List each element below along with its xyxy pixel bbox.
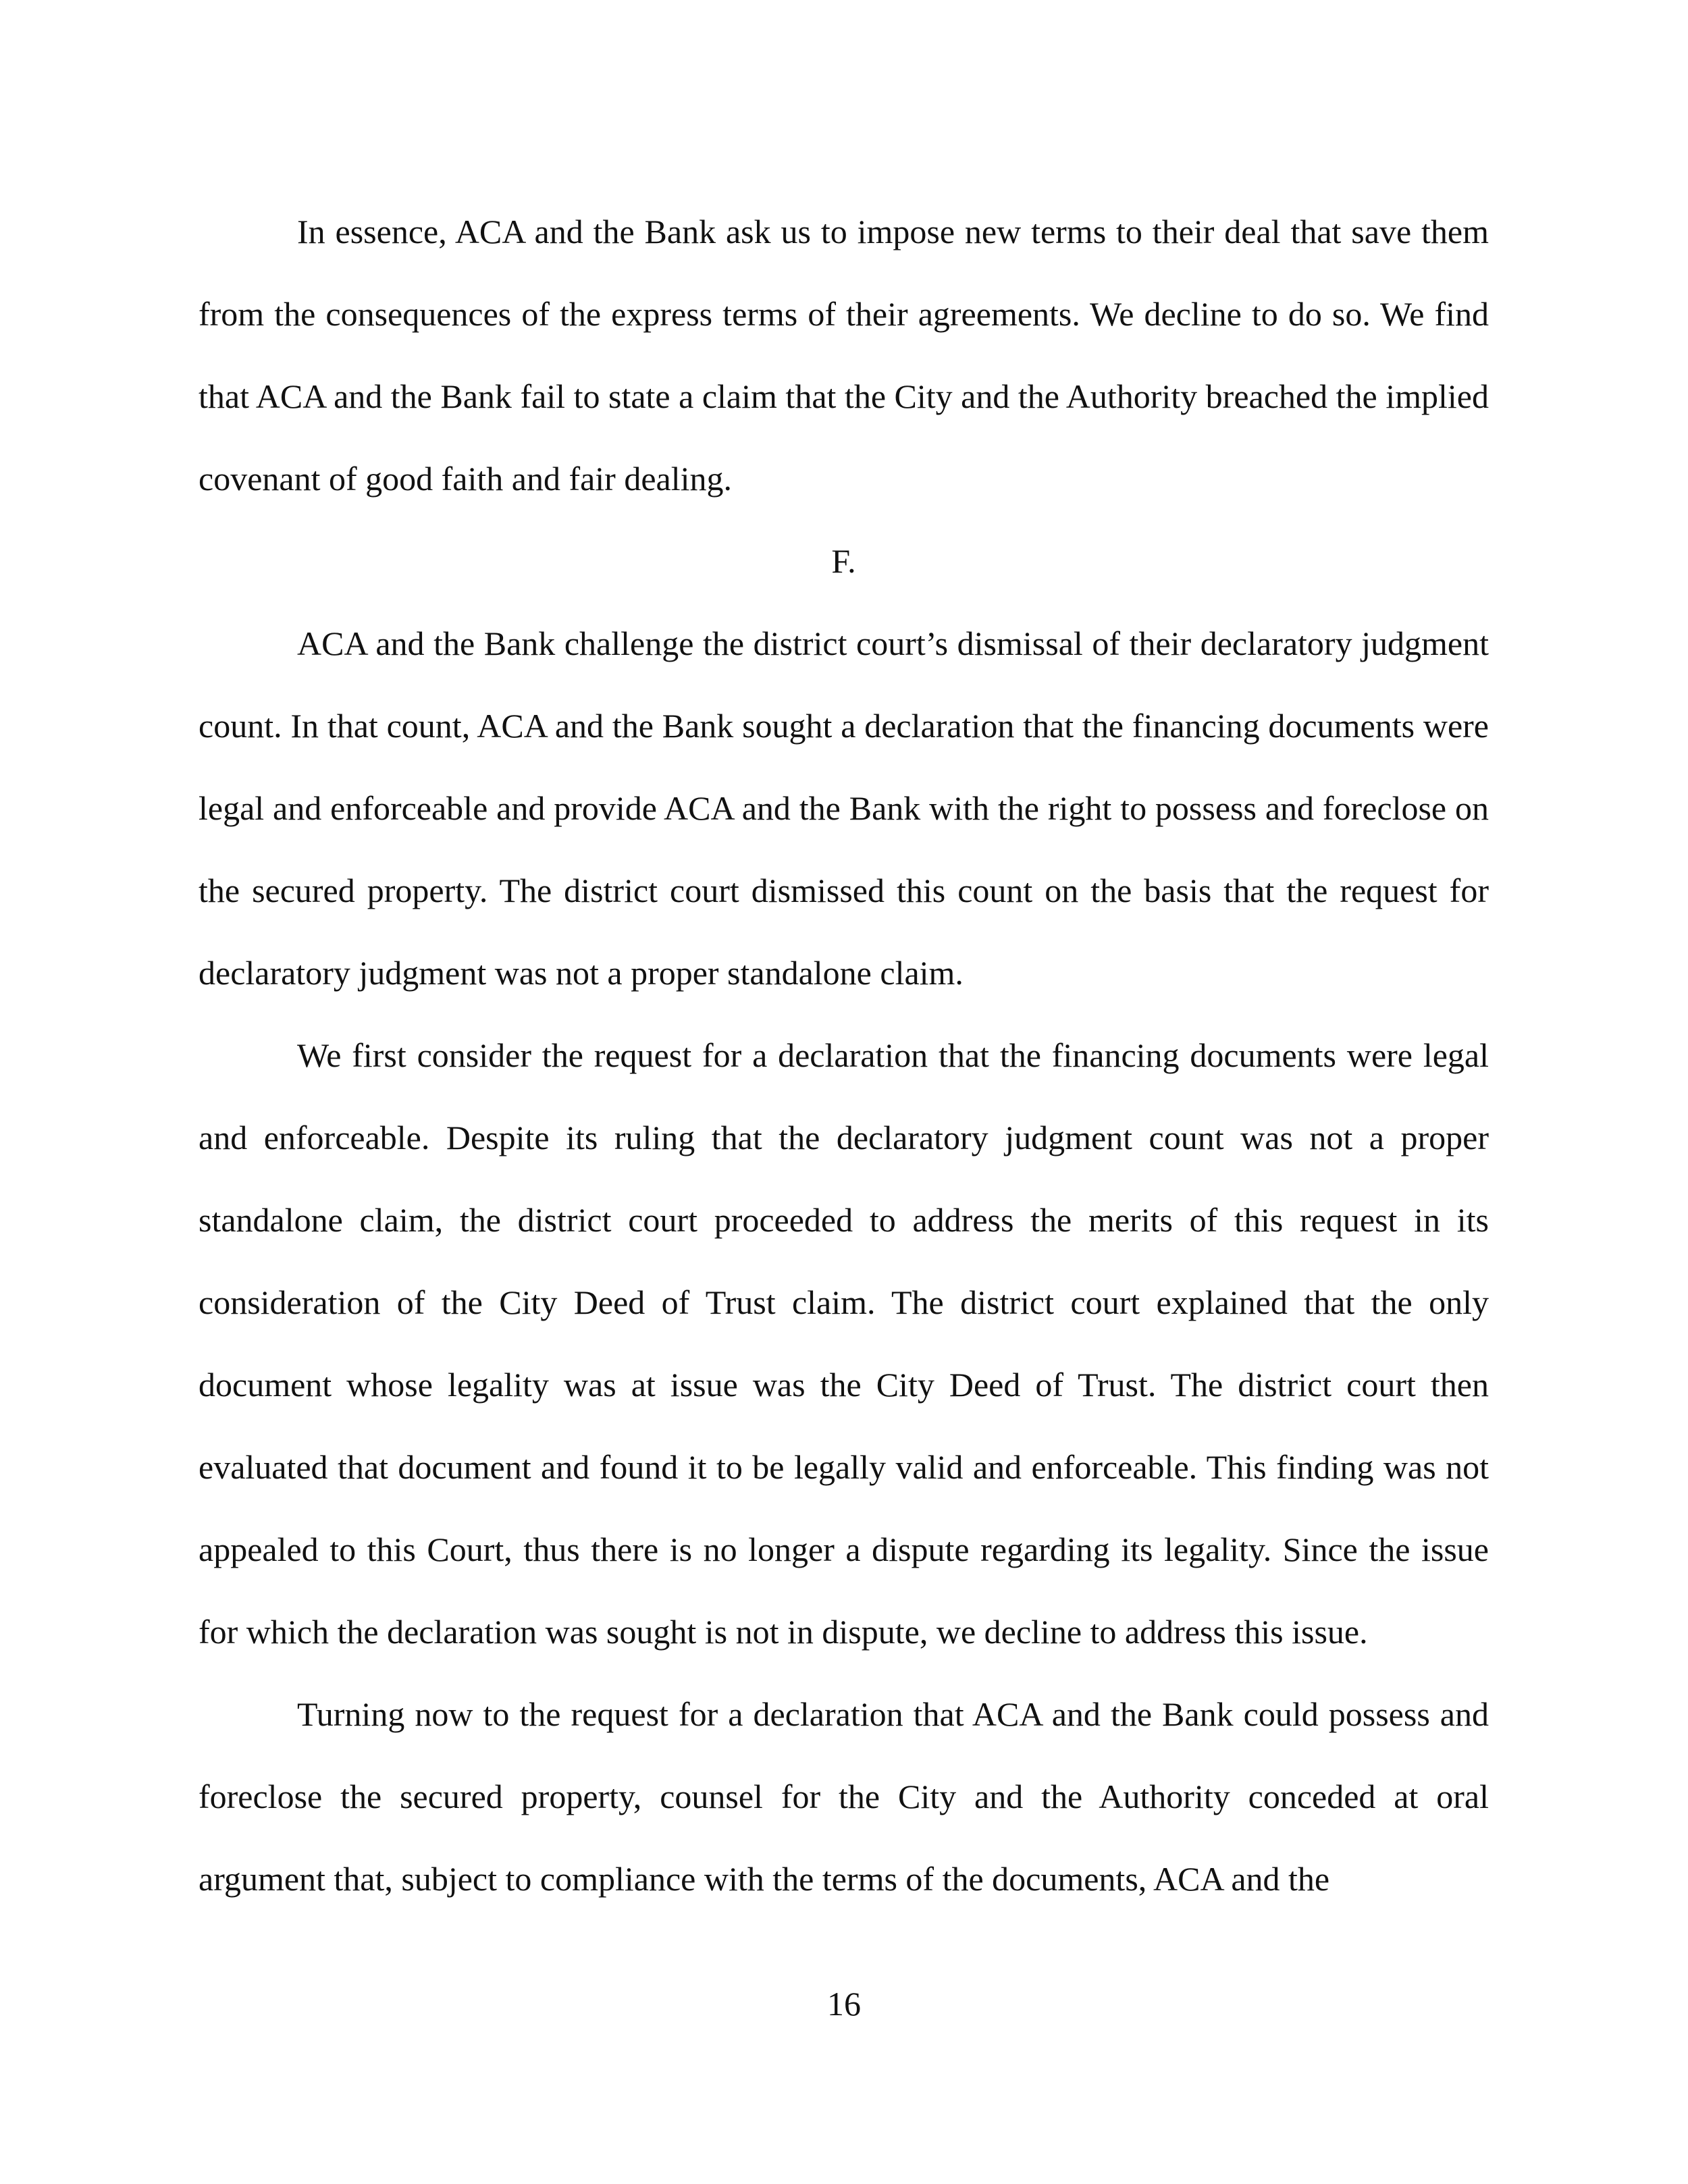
paragraph-possess-foreclose: Turning now to the request for a declaration that ACA and the Bank could possess and foreclose the secured property, counsel for the City and the Authority conceded at oral argument that, subject to compliance with the terms of the documents, ACA and the [199,1695,1489,1898]
section-heading: F. [831,542,856,580]
body-text [199,190,1489,1920]
paragraph-declaratory-judgment-challenge: ACA and the Bank challenge the district court’s dismissal of their declaratory judgment count. In that count, ACA and the Bank sought a declaration that the financing documents were legal and enforceable and provide ACA and the Bank with the right to possess and foreclose on the secured property. The district court dismissed this count on the basis that the request for declaratory judgment was not a proper standalone claim. [199,624,1489,992]
paragraph-legal-enforceable: We first consider the request for a declaration that the financing documents were legal and enforceable. Despite its ruling that the declaratory judgment count was not a proper standalone claim, the district court proceeded to address the merits of this request in its consideration of the City Deed of Trust claim. The district court explained that the only document whose legality was at issue was the City Deed of Trust. The district court then evaluated that document and found it to be legally valid and enforceable. This finding was not appealed to this Court, thus there is no longer a dispute regarding its legality. Since the issue for which the declaration was sought is not in dispute, we decline to address this issue. [199,1036,1489,1651]
paragraph-good-faith-conclusion: In essence, ACA and the Bank ask us to impose new terms to their deal that save them from the consequences of the express terms of their agreements. We decline to do so. We find that ACA and the Bank fail to state a claim that the City and the Authority breached the implied covenant of good faith and fair dealing. [199,213,1489,498]
page-number: 16 [827,1985,861,2023]
